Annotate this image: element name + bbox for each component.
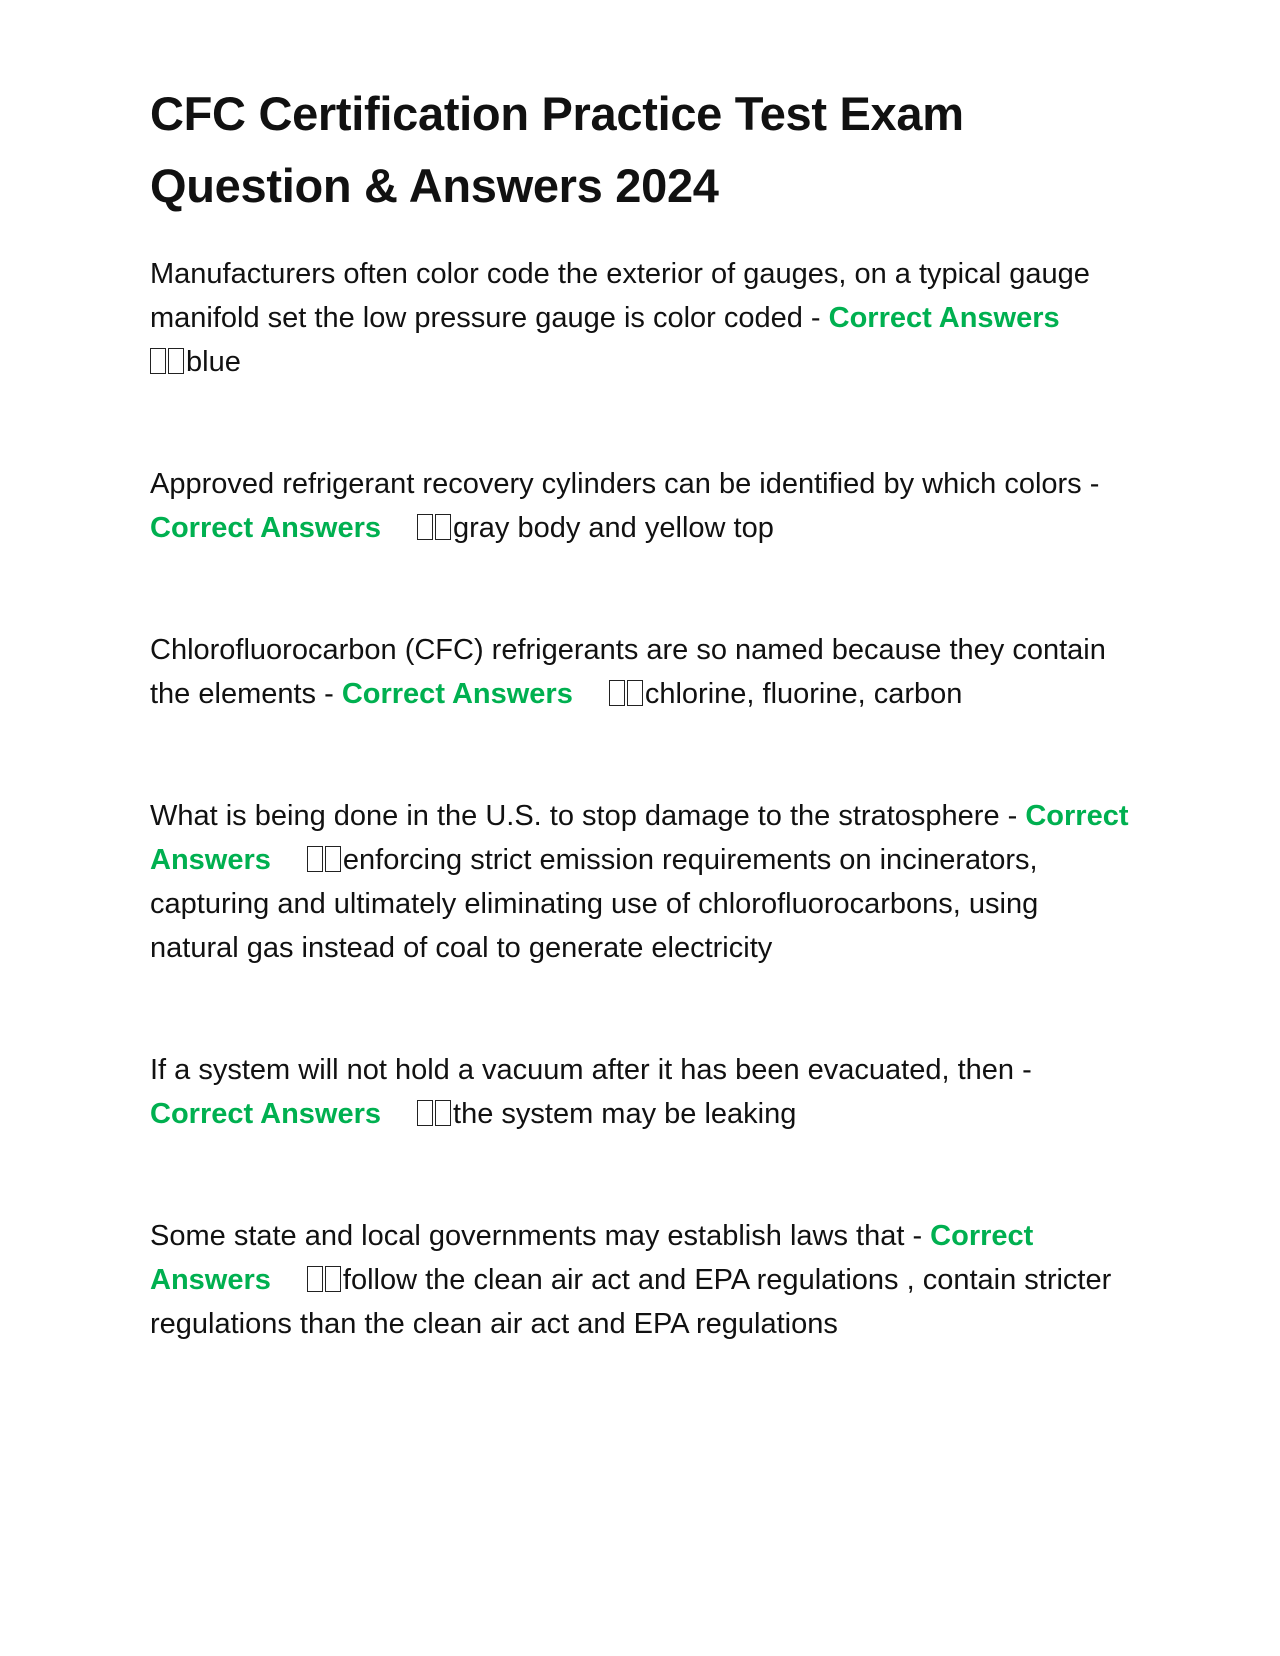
missing-glyph-icon	[417, 1100, 453, 1128]
missing-glyph-icon	[150, 348, 186, 376]
question-text: What is being done in the U.S. to stop damage to the stratosphere -	[150, 800, 1026, 832]
question-text: Some state and local governments may establish laws that -	[150, 1220, 931, 1252]
question-text: If a system will not hold a vacuum after it has been evacuated, then -	[150, 1054, 1032, 1086]
correct-answers-label: Correct Answers	[150, 1098, 382, 1130]
missing-glyph-icon	[609, 680, 645, 708]
answer-text: enforcing strict emission requirements on incinerators, capturing and ultimately eliminating use of chlorofluorocarbons, using natural gas instead of coal to generate electricity	[150, 844, 1039, 964]
qa-item	[150, 462, 1130, 550]
correct-answers-label: Correct Answers	[150, 512, 382, 544]
qa-item	[150, 252, 1130, 384]
correct-answers-label: Correct Answers	[150, 800, 1129, 876]
document-title: CFC Certification Practice Test Exam Question & Answers 2024	[150, 87, 964, 212]
answer-text: gray body and yellow top	[453, 512, 774, 544]
question-text: Approved refrigerant recovery cylinders can be identified by which colors -	[150, 468, 1100, 500]
qa-item	[150, 794, 1130, 970]
qa-item	[150, 1048, 1130, 1136]
correct-answers-label: Correct Answers	[150, 1220, 1034, 1296]
correct-answers-label: Correct Answers	[341, 678, 573, 710]
question-text: Manufacturers often color code the exterior of gauges, on a typical gauge manifold set the low pressure gauge is color coded -	[150, 258, 1090, 334]
missing-glyph-icon	[307, 1266, 343, 1294]
document-page	[150, 78, 1130, 1346]
correct-answers-label: Correct Answers	[828, 302, 1060, 334]
question-text: Chlorofluorocarbon (CFC) refrigerants are so named because they contain the elements -	[150, 634, 1106, 710]
qa-item	[150, 628, 1130, 716]
answer-text: chlorine, fluorine, carbon	[644, 678, 963, 710]
answer-text: the system may be leaking	[453, 1098, 797, 1130]
answer-text: blue	[186, 346, 241, 378]
missing-glyph-icon	[417, 514, 453, 542]
answer-text: follow the clean air act and EPA regulations , contain stricter regulations than the clean air act and EPA regulations	[150, 1264, 1112, 1340]
qa-item	[150, 1214, 1130, 1346]
missing-glyph-icon	[307, 846, 343, 874]
